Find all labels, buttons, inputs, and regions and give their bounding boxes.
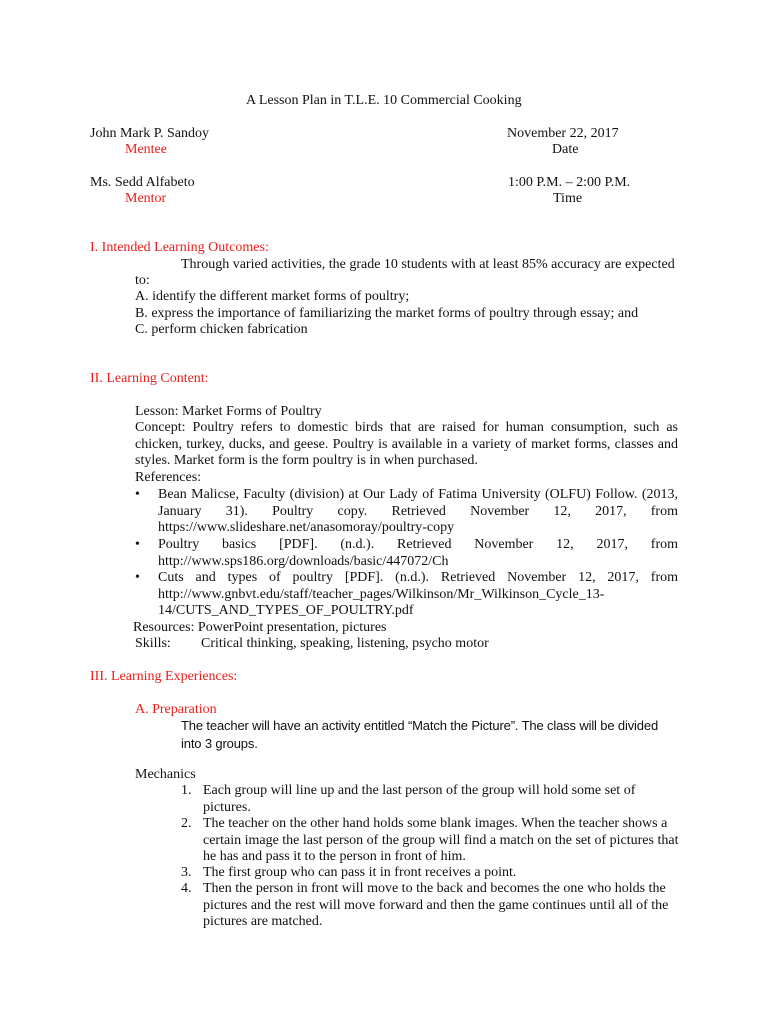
list-number: 1. xyxy=(181,783,192,798)
mechanics-line: pictures are matched. xyxy=(203,914,323,929)
subsection-a-heading: A. Preparation xyxy=(135,702,217,717)
mechanics-line: Then the person in front will move to the back and becomes the one who holds the xyxy=(203,881,666,896)
mentor-name: Ms. Sedd Alfabeto xyxy=(90,175,195,190)
outcome-item: B. express the importance of familiarizing the market forms of poultry through essay; and xyxy=(135,306,639,321)
skills-value: Critical thinking, speaking, listening, psycho motor xyxy=(201,636,489,651)
outcomes-intro-line-1: Through varied activities, the grade 10 students with at least 85% accuracy are expected xyxy=(181,257,675,272)
mechanics-line: The first group who can pass it in front receives a point. xyxy=(203,865,517,880)
lesson-line: Lesson: Market Forms of Poultry xyxy=(135,404,322,419)
outcomes-intro-line-2: to: xyxy=(135,273,150,288)
bullet-dot: • xyxy=(135,537,140,552)
mechanics-line: certain image the last person of the group will find a match on the set of pictures that xyxy=(203,833,679,848)
mechanics-line: Each group will line up and the last person of the group will hold some set of xyxy=(203,783,636,798)
mentor-label: Mentor xyxy=(125,191,167,206)
time-value: 1:00 P.M. – 2:00 P.M. xyxy=(508,175,631,190)
resources-line: Resources: PowerPoint presentation, pictures xyxy=(133,620,387,635)
page-title: A Lesson Plan in T.L.E. 10 Commercial Cooking xyxy=(246,93,522,108)
mechanics-line: pictures. xyxy=(203,800,251,815)
outcome-item: A. identify the different market forms of poultry; xyxy=(135,289,410,304)
list-number: 2. xyxy=(181,816,192,831)
section-3-heading: III. Learning Experiences: xyxy=(90,669,238,684)
concept-paragraph: Concept: Poultry refers to domestic birds that are raised for human consumption, such as chicken, turkey, ducks, and geese. Poultry is available in a variety of market forms, classes and styles. Market form is the form poultry is in when purchased. xyxy=(135,420,678,468)
preparation-line-1: The teacher will have an activity entitled “Match the Picture”. The class will be divided xyxy=(181,718,659,733)
mechanics-line: The teacher on the other hand holds some blank images. When the teacher shows a xyxy=(203,816,668,831)
references-label: References: xyxy=(135,470,202,485)
section-1-heading: I. Intended Learning Outcomes: xyxy=(90,240,269,255)
mentee-name: John Mark P. Sandoy xyxy=(90,126,210,141)
date-value: November 22, 2017 xyxy=(507,126,619,141)
bullet-dot: • xyxy=(135,487,140,502)
outcome-item: C. perform chicken fabrication xyxy=(135,322,308,337)
mechanics-line: he has and pass it to the person in front of him. xyxy=(203,849,466,864)
bullet-dot: • xyxy=(135,570,140,585)
reference-item: Poultry basics [PDF]. (n.d.). Retrieved November 12, 2017, from http://www.sps186.org/downloads/basic/447072/Ch xyxy=(158,537,678,569)
list-number: 3. xyxy=(181,865,192,880)
list-number: 4. xyxy=(181,881,192,896)
reference-item: Bean Malicse, Faculty (division) at Our Lady of Fatima University (OLFU) Follow. (2013, January 31). Poultry copy. Retrieved November 12, 2017, from https://www.slideshare.net/anasomoray/poultry-copy xyxy=(158,487,678,535)
mechanics-line: pictures and the rest will move forward and then the game continues until all of the xyxy=(203,898,669,913)
mentee-label: Mentee xyxy=(125,142,167,157)
preparation-line-2: into 3 groups. xyxy=(181,736,258,751)
section-2-heading: II. Learning Content: xyxy=(90,371,209,386)
mechanics-label: Mechanics xyxy=(135,767,196,782)
time-label: Time xyxy=(553,191,583,206)
skills-label: Skills: xyxy=(135,636,171,651)
reference-item: Cuts and types of poultry [PDF]. (n.d.). Retrieved November 12, 2017, from http://www.gnbvt.edu/staff/teacher_pages/Wilkinson/Mr_Wilkinson_Cycle_13-14/CUTS_AND_TYPES_OF_POULTRY.pdf xyxy=(158,570,678,618)
date-label: Date xyxy=(552,142,579,157)
